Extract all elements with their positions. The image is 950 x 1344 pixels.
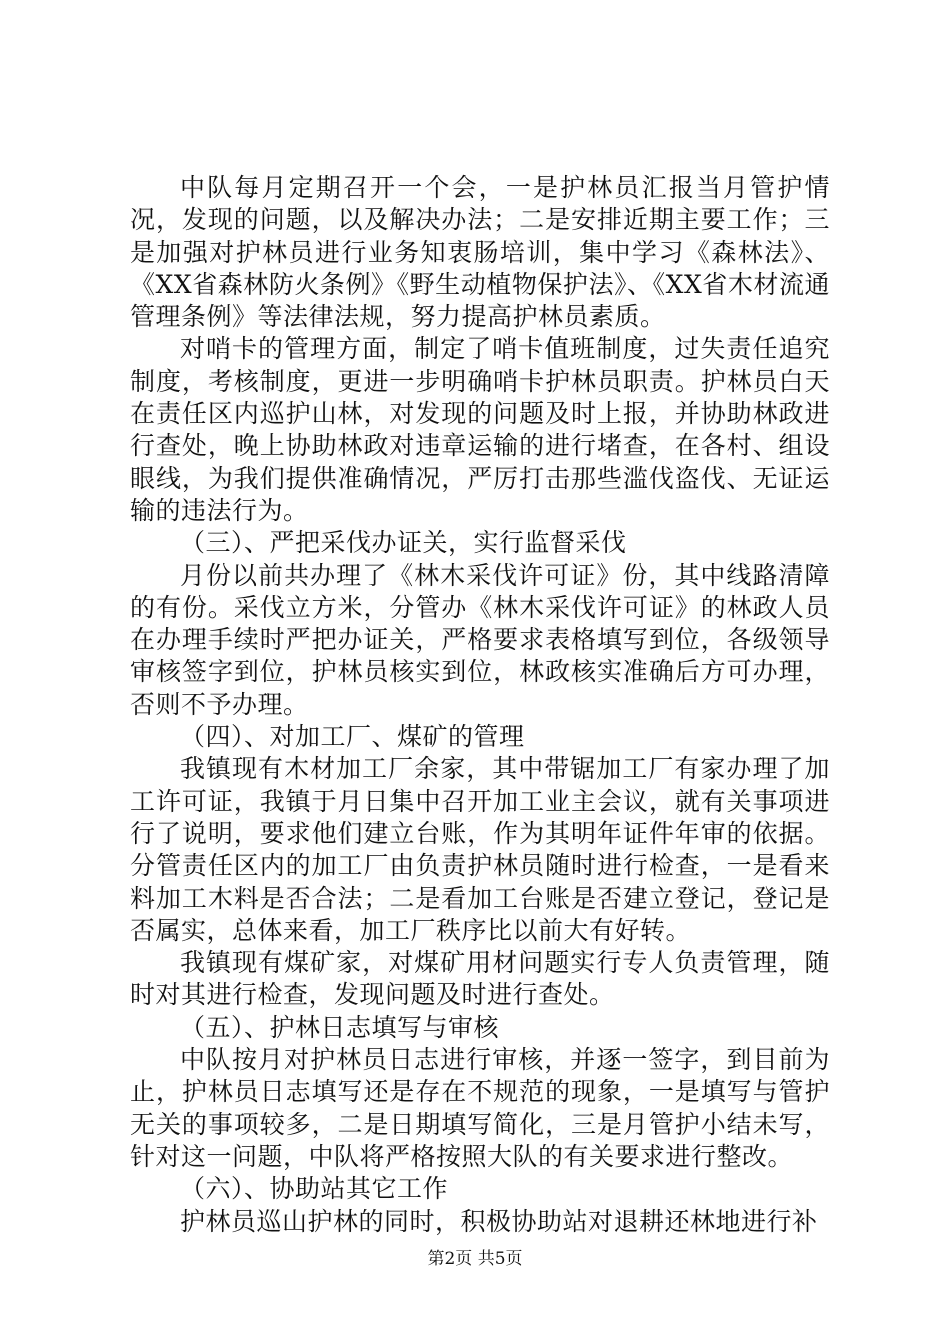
paragraph-assist-station: 护林员巡山护林的同时，积极协助站对退耕还林地进行补 xyxy=(180,1206,818,1236)
section-heading-5: （五）、护林日志填写与审核 xyxy=(180,1012,500,1042)
section-heading-6: （六）、协助站其它工作 xyxy=(180,1174,449,1204)
paragraph-logging-permit: 月份以前共办理了《林木采伐许可证》份，其中线路清障的有份。采伐立方米，分管办《林木采伐许可证》的林政人员在办理手续时严把办证关，严格要求表格填写到位，各级领导审核签字到位，护林员核实到位，林政核实准确后方可办理，否则不予办理。 xyxy=(130,560,830,719)
document-body xyxy=(130,172,830,1238)
section-heading-3: （三）、严把采伐办证关，实行监督采伐 xyxy=(180,528,627,558)
paragraph-checkpoint: 对哨卡的管理方面，制定了哨卡值班制度，过失责任追究制度，考核制度，更进一步明确哨卡护林员职责。护林员白天在责任区内巡护山林，对发现的问题及时上报，并协助林政进行查处，晚上协助林政对违章运输的进行堵查，在各村、组设眼线，为我们提供准确情况，严厉打击那些滥伐盗伐、无证运输的违法行为。 xyxy=(130,334,830,525)
paragraph-coal-mines: 我镇现有煤矿家，对煤矿用材问题实行专人负责管理，随时对其进行检查，发现问题及时进行查处。 xyxy=(130,948,830,1010)
section-heading-4: （四）、对加工厂、煤矿的管理 xyxy=(180,722,525,752)
paragraph-logbook-review: 中队按月对护林员日志进行审核，并逐一签字，到目前为止，护林员日志填写还是存在不规范的现象，一是填写与管护无关的事项较多，二是日期填写简化，三是月管护小结未写，针对这一问题，中队将严格按照大队的有关要求进行整改。 xyxy=(130,1045,830,1171)
paragraph-processing-plants: 我镇现有木材加工厂余家，其中带锯加工厂有家办理了加工许可证，我镇于月日集中召开加工业主会议，就有关事项进行了说明，要求他们建立台账，作为其明年证件年审的依据。分管责任区内的加工厂由负责护林员随时进行检查，一是看来料加工木料是否合法；二是看加工台账是否建立登记，登记是否属实，总体来看，加工厂秩序比以前大有好转。 xyxy=(130,754,830,945)
paragraph-meeting: 中队每月定期召开一个会，一是护林员汇报当月管护情况，发现的问题，以及解决办法；二是安排近期主要工作；三是加强对护林员进行业务知衷肠培训，集中学习《森林法》、《XX省森林防火条例》《野生动植物保护法》、《XX省木材流通管理条例》等法律法规，努力提高护林员素质。 xyxy=(130,173,830,332)
page-number-footer: 第2页 共5页 xyxy=(427,1249,523,1269)
